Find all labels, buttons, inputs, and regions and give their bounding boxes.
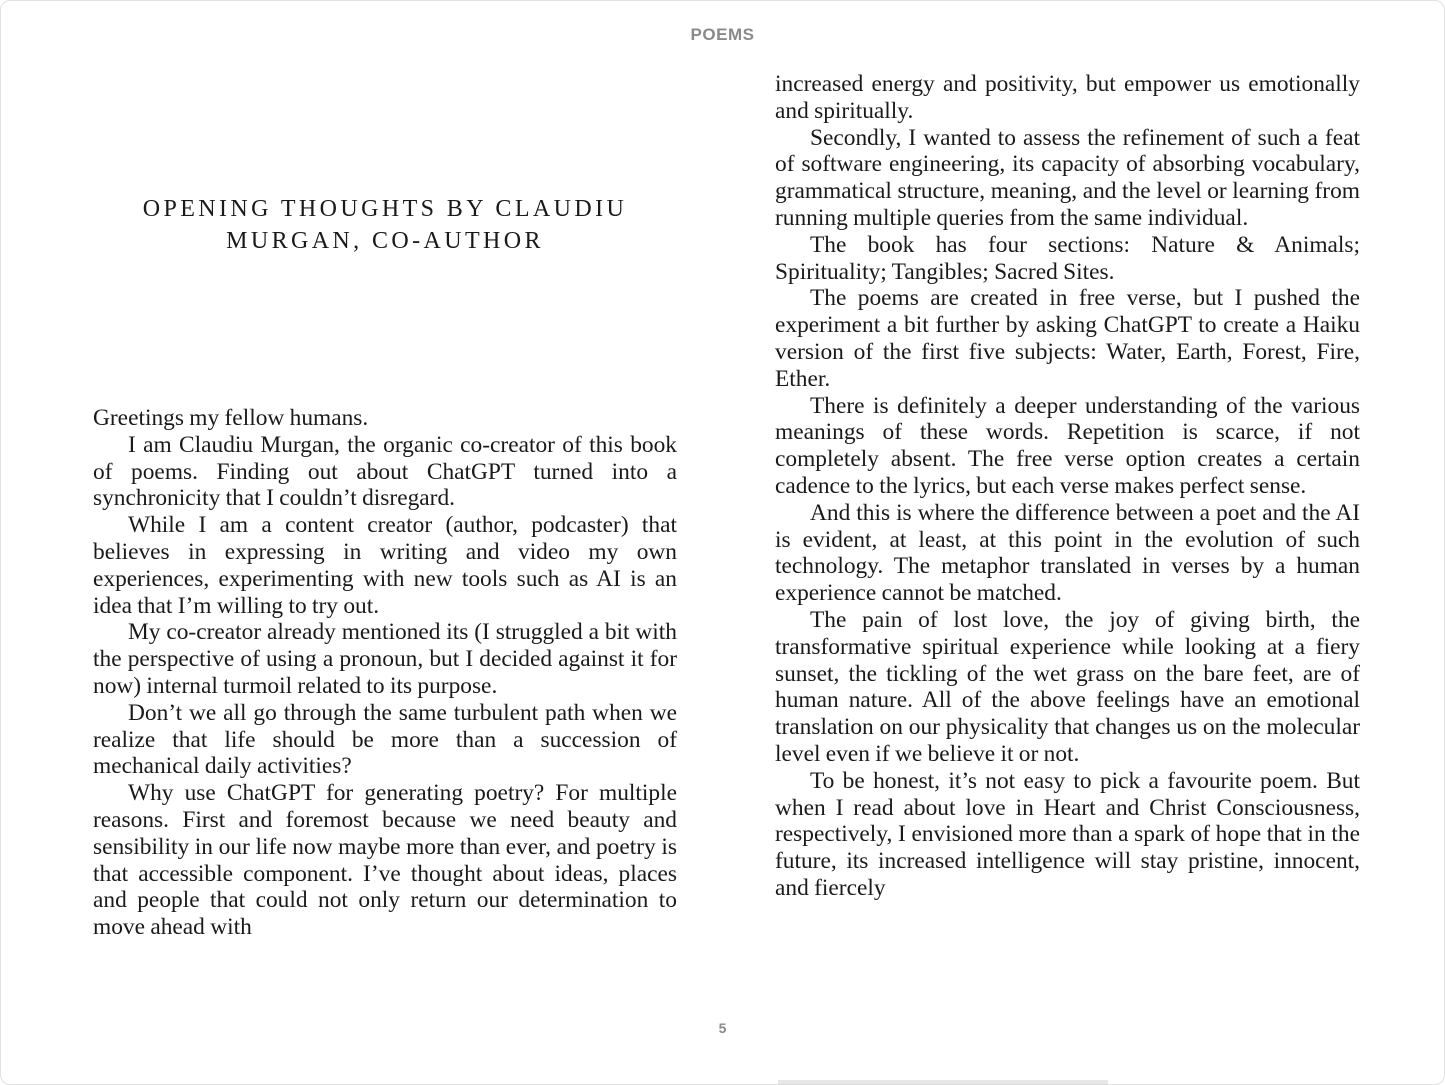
page-number: 5 — [718, 1020, 727, 1036]
paragraph: The poems are created in free verse, but I pushed the experiment a bit further by asking ChatGPT to create a Haiku version of the first five subjects: Water, Earth, Forest, Fire, Ether. — [775, 285, 1360, 392]
left-page-text — [93, 405, 677, 941]
paragraph: To be honest, it’s not easy to pick a favourite poem. But when I read about love in Heart and Christ Consciousness, respectively, I envisioned more than a spark of hope that in the future, its increased intelligence will stay pristine, innocent, and fiercely — [775, 767, 1360, 901]
paragraph: Why use ChatGPT for generating poetry? For multiple reasons. First and foremost because we need beauty and sensibility in our life now maybe more than ever, and poetry is that accessible component. I’ve thought about ideas, places and people that could not only return our determination to move ahead with — [93, 780, 677, 941]
paragraph: The pain of lost love, the joy of giving birth, the transformative spiritual experience while looking at a fiery sunset, the tickling of the wet grass on the bare feet, are of human nature. All of the above feelings have an emotional translation on our physicality that changes us on the molecular level even if we believe it or not. — [775, 606, 1360, 767]
paragraph: increased energy and positivity, but empower us emotionally and spiritually. — [775, 71, 1360, 124]
paragraph: There is definitely a deeper understanding of the various meanings of these words. Repetition is scarce, if not completely absent. The free verse option creates a certain cadence to the lyrics, but each verse makes perfect sense. — [775, 392, 1360, 499]
paragraph: The book has four sections: Nature & Animals; Spirituality; Tangibles; Sacred Sites. — [775, 231, 1360, 285]
paragraph: Secondly, I wanted to assess the refinement of such a feat of software engineering, its capacity of absorbing vocabulary, grammatical structure, meaning, and the level or learning from running multiple queries from the same individual. — [775, 124, 1360, 231]
book-title: POEMS — [690, 25, 755, 44]
paragraph: Greetings my fellow humans. — [93, 405, 369, 431]
paragraph: While I am a content creator (author, podcaster) that believes in expressing in writing and video my own experiences, experimenting with new tools such as AI is an idea that I’m willing to try out. — [93, 512, 677, 619]
right-page-text — [775, 71, 1360, 984]
paragraph: I am Claudiu Murgan, the organic co-creator of this book of poems. Finding out about ChatGPT turned into a synchronicity that I couldn’t disregard. — [93, 431, 677, 512]
paragraph: My co-creator already mentioned its (I struggled a bit with the perspective of using a pronoun, but I decided against it for now) internal turmoil related to its purpose. — [93, 619, 677, 699]
paragraph: And this is where the difference between a poet and the AI is evident, at least, at this point in the evolution of such technology. The metaphor translated in verses by a human experience cannot be matched. — [775, 499, 1360, 607]
paragraph: Don’t we all go through the same turbulent path when we realize that life should be more than a succession of mechanical daily activities? — [93, 699, 677, 780]
chapter-heading: OPENING THOUGHTS BY CLAUDIU MURGAN, CO-AUTHOR — [142, 196, 628, 254]
next-page-peek — [778, 1080, 1108, 1085]
